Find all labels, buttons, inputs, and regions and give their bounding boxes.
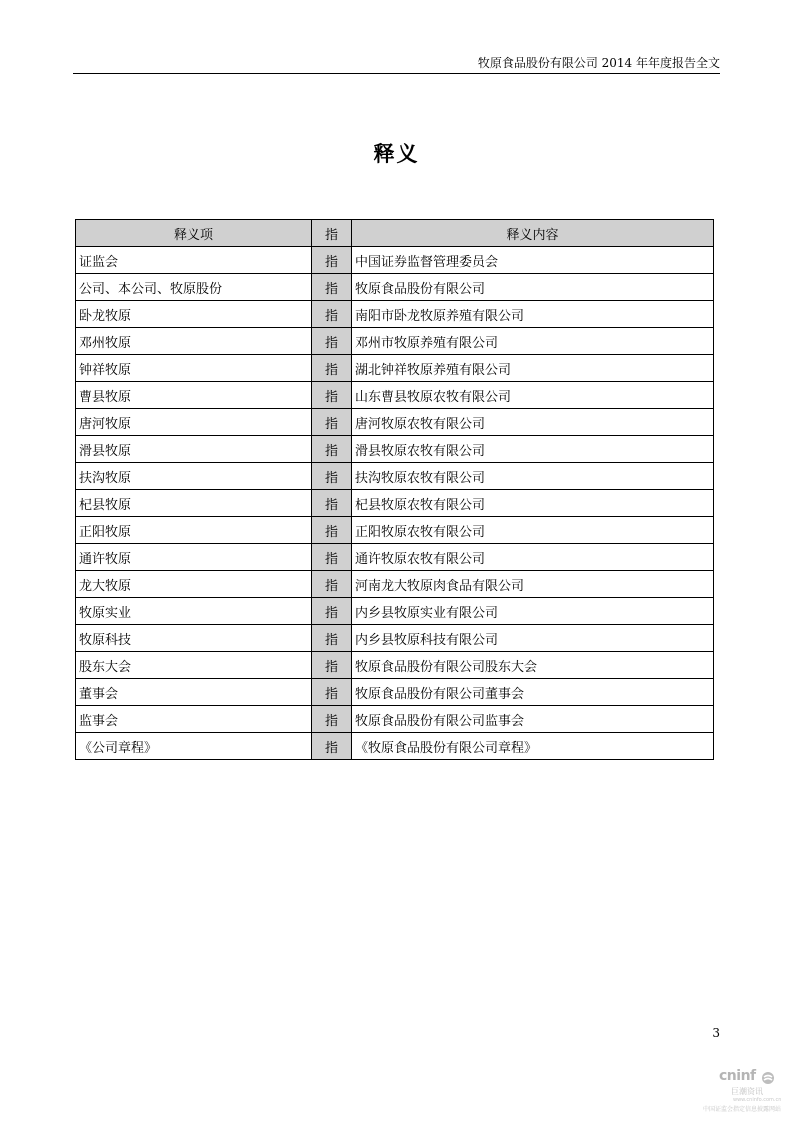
cninfo-watermark xyxy=(703,1068,785,1118)
row-definition: 杞县牧原农牧有限公司 xyxy=(352,490,714,517)
row-term: 曹县牧原 xyxy=(76,382,312,409)
table-row xyxy=(76,652,714,679)
header-divider xyxy=(73,73,720,74)
row-refers: 指 xyxy=(312,436,352,463)
table-row xyxy=(76,301,714,328)
table-row xyxy=(76,490,714,517)
row-refers: 指 xyxy=(312,652,352,679)
row-refers: 指 xyxy=(312,409,352,436)
table-row xyxy=(76,679,714,706)
table-row xyxy=(76,544,714,571)
column-header-refers: 指 xyxy=(312,220,352,247)
row-term: 杞县牧原 xyxy=(76,490,312,517)
watermark-url: www.cninfo.com.cn xyxy=(733,1097,782,1103)
row-definition: 邓州市牧原养殖有限公司 xyxy=(352,328,714,355)
row-refers: 指 xyxy=(312,355,352,382)
watermark-tagline: 中国证监会指定信息披露网站 xyxy=(703,1106,782,1113)
row-refers: 指 xyxy=(312,247,352,274)
row-refers: 指 xyxy=(312,679,352,706)
row-definition: 通许牧原农牧有限公司 xyxy=(352,544,714,571)
row-term: 通许牧原 xyxy=(76,544,312,571)
row-definition: 《牧原食品股份有限公司章程》 xyxy=(352,733,714,760)
row-term: 龙大牧原 xyxy=(76,571,312,598)
cninfo-logo-icon xyxy=(761,1071,775,1085)
row-refers: 指 xyxy=(312,382,352,409)
row-definition: 牧原食品股份有限公司董事会 xyxy=(352,679,714,706)
definitions-table xyxy=(75,219,714,760)
row-definition: 牧原食品股份有限公司 xyxy=(352,274,714,301)
row-definition: 内乡县牧原科技有限公司 xyxy=(352,625,714,652)
row-term: 扶沟牧原 xyxy=(76,463,312,490)
row-term: 卧龙牧原 xyxy=(76,301,312,328)
table-row xyxy=(76,571,714,598)
table-row xyxy=(76,706,714,733)
row-term: 钟祥牧原 xyxy=(76,355,312,382)
row-term: 公司、本公司、牧原股份 xyxy=(76,274,312,301)
row-term: 董事会 xyxy=(76,679,312,706)
page-number: 3 xyxy=(712,1026,720,1040)
table-row xyxy=(76,328,714,355)
table-row xyxy=(76,382,714,409)
row-refers: 指 xyxy=(312,571,352,598)
row-refers: 指 xyxy=(312,463,352,490)
watermark-name: 巨潮资讯 xyxy=(731,1087,763,1096)
table-row xyxy=(76,409,714,436)
row-definition: 牧原食品股份有限公司监事会 xyxy=(352,706,714,733)
table-row xyxy=(76,625,714,652)
row-definition: 南阳市卧龙牧原养殖有限公司 xyxy=(352,301,714,328)
table-header-row xyxy=(76,220,714,247)
row-term: 监事会 xyxy=(76,706,312,733)
row-refers: 指 xyxy=(312,517,352,544)
row-refers: 指 xyxy=(312,301,352,328)
row-term: 牧原科技 xyxy=(76,625,312,652)
row-refers: 指 xyxy=(312,544,352,571)
watermark-logo-text: cninf xyxy=(719,1068,756,1084)
row-refers: 指 xyxy=(312,274,352,301)
row-term: 邓州牧原 xyxy=(76,328,312,355)
report-header-title: 牧原食品股份有限公司 2014 年年度报告全文 xyxy=(477,56,720,70)
row-definition: 唐河牧原农牧有限公司 xyxy=(352,409,714,436)
row-definition: 山东曹县牧原农牧有限公司 xyxy=(352,382,714,409)
row-refers: 指 xyxy=(312,328,352,355)
column-header-definition: 释义内容 xyxy=(352,220,714,247)
table-row xyxy=(76,733,714,760)
row-definition: 湖北钟祥牧原养殖有限公司 xyxy=(352,355,714,382)
row-definition: 扶沟牧原农牧有限公司 xyxy=(352,463,714,490)
row-refers: 指 xyxy=(312,733,352,760)
row-refers: 指 xyxy=(312,598,352,625)
row-term: 唐河牧原 xyxy=(76,409,312,436)
table-row xyxy=(76,274,714,301)
row-definition: 内乡县牧原实业有限公司 xyxy=(352,598,714,625)
row-term: 牧原实业 xyxy=(76,598,312,625)
row-refers: 指 xyxy=(312,706,352,733)
row-term: 股东大会 xyxy=(76,652,312,679)
table-row xyxy=(76,598,714,625)
row-definition: 滑县牧原农牧有限公司 xyxy=(352,436,714,463)
table-row xyxy=(76,355,714,382)
row-term: 证监会 xyxy=(76,247,312,274)
row-refers: 指 xyxy=(312,625,352,652)
row-term: 《公司章程》 xyxy=(76,733,312,760)
column-header-term: 释义项 xyxy=(76,220,312,247)
row-definition: 中国证券监督管理委员会 xyxy=(352,247,714,274)
row-refers: 指 xyxy=(312,490,352,517)
row-definition: 正阳牧原农牧有限公司 xyxy=(352,517,714,544)
table-row xyxy=(76,247,714,274)
table-row xyxy=(76,517,714,544)
row-definition: 河南龙大牧原肉食品有限公司 xyxy=(352,571,714,598)
table-row xyxy=(76,436,714,463)
row-definition: 牧原食品股份有限公司股东大会 xyxy=(352,652,714,679)
page-title: 释义 xyxy=(373,142,420,166)
table-row xyxy=(76,463,714,490)
row-term: 正阳牧原 xyxy=(76,517,312,544)
row-term: 滑县牧原 xyxy=(76,436,312,463)
